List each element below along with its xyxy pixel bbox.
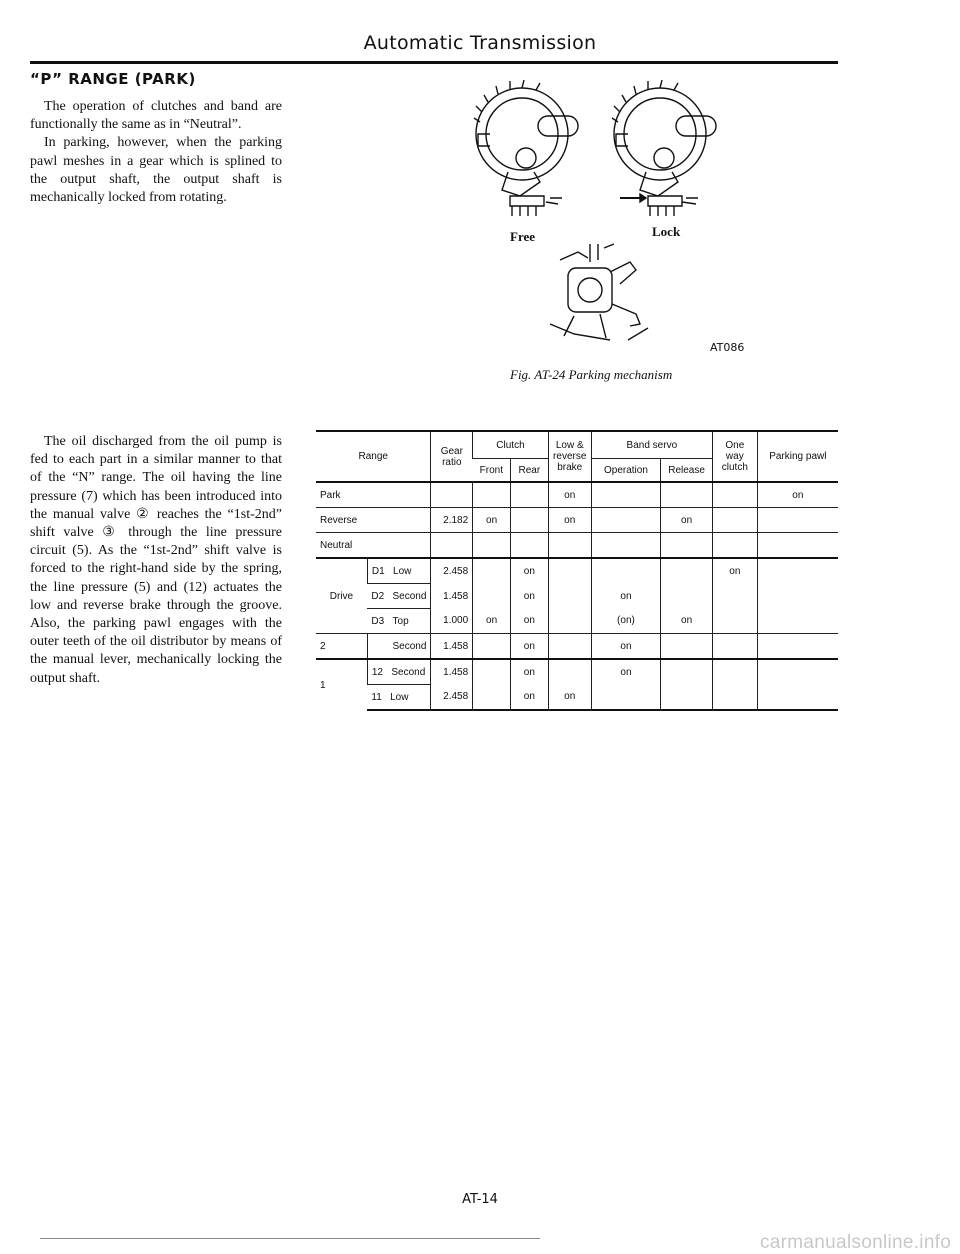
cell-brake: on [548,685,591,711]
range-drive: Drive [316,558,367,634]
table-row [316,685,838,711]
sub-d1: D1 [371,565,385,577]
cell-front: on [473,508,511,533]
cell-rear: on [510,609,548,634]
table-row [316,558,838,584]
cell-operation: on [591,634,660,660]
cell-ratio: 2.458 [431,685,473,711]
paragraph-parking-text: In parking, however, when the parking pawl meshes in a gear which is splined to the output shaft, the output shaft is mechanically locked from rotating. [30,135,282,206]
label-lock: Lock [652,224,681,239]
gear-d1: Low [393,565,412,577]
cell-ratio: 2.182 [431,508,473,533]
header-release: Release [661,459,713,483]
paragraph-oil-flow [30,433,282,688]
gear-11: Low [390,691,409,703]
header-clutch: Clutch [473,431,549,459]
detail-drawing [550,244,648,340]
gear-d2: Second [392,590,427,602]
cell-brake: on [548,482,591,508]
section-heading: “P” RANGE (PARK) [30,70,196,88]
sub-d3: D3 [371,615,385,627]
cell-ratio: 1.458 [431,659,473,685]
range-neutral: Neutral [316,533,431,559]
cell-ratio: 2.458 [431,558,473,584]
gear-d3: Top [392,615,409,627]
header-parking-pawl: Parking pawl [757,431,838,482]
cell-rear: on [510,558,548,584]
footer-rule [40,1238,540,1239]
range-park: Park [316,482,431,508]
table-row [316,508,838,533]
label-free: Free [510,229,536,244]
cell-subrange [367,659,431,685]
cell-subrange [367,609,431,634]
range-1: 1 [316,659,367,710]
cell-release: on [661,508,713,533]
cell-subrange [367,584,431,609]
paragraph-intro [30,98,282,207]
sub-d2: D2 [371,590,385,602]
header-low-reverse-brake: Low & reverse brake [548,431,591,482]
gear-2: Second [367,634,431,660]
header-band-servo: Band servo [591,431,712,459]
cell-rear: on [510,659,548,685]
header-operation: Operation [591,459,660,483]
cell-ratio: 1.000 [431,609,473,634]
watermark: carmanualsonline.info [760,1232,952,1253]
header-range: Range [358,451,388,462]
figure-code: AT086 [710,341,745,354]
cell-front: on [473,609,511,634]
page-number: AT-14 [462,1192,498,1207]
table-row [316,634,838,660]
table-row [316,659,838,685]
cell-subrange [367,558,431,584]
lock-assembly-drawing [612,80,716,216]
figure-caption: Fig. AT-24 Parking mechanism [510,367,673,382]
header-rule [30,61,838,64]
cell-subrange [367,685,431,711]
paragraph-oil-flow-text: The oil discharged from the oil pump is fed to each part in a similar manner to that of the “N” range. The oil having the line pressure (7) which has been introduced into the manual valve ② reaches the “1st-2nd” shift valve ③ through the line pressure circuit (5). As the “1st-2nd” shift valve is forced to the right-hand side by the spring, the line pressure (5) and (12) actuates the low and reverse brake through the groove. Also, the parking pawl engages with the outer teeth of the oil distributor by means of the manual lever, mechanically locking the output shaft. [30,434,282,686]
table-row [316,533,838,559]
table-row [316,584,838,609]
cell-rear: on [510,634,548,660]
cell-rear: on [510,685,548,711]
cell-rear: on [510,584,548,609]
cell-oneway: on [712,558,757,584]
range-2: 2 [316,634,367,660]
sub-11: 11 [371,691,382,703]
free-assembly-drawing [474,80,578,216]
table-row [316,609,838,634]
paragraph-intro-text: The operation of clutches and band are functionally the same as in “Neutral”. [30,99,282,133]
header-front: Front [473,459,511,483]
range-reverse: Reverse [316,508,431,533]
cell-brake: on [548,508,591,533]
gear-12: Second [391,666,426,678]
cell-pawl: on [757,482,838,508]
header-gear-ratio: Gear ratio [431,431,473,482]
table-row [316,482,838,508]
cell-operation: on [591,584,660,609]
range-operation-table [316,430,838,711]
header-one-way-clutch: One way clutch [712,431,757,482]
running-header: Automatic Transmission [363,32,597,54]
cell-operation: (on) [591,609,660,634]
sub-12: 12 [371,666,383,678]
header-rear: Rear [510,459,548,483]
cell-release: on [661,609,713,634]
cell-ratio: 1.458 [431,634,473,660]
cell-operation: on [591,659,660,685]
cell-ratio: 1.458 [431,584,473,609]
